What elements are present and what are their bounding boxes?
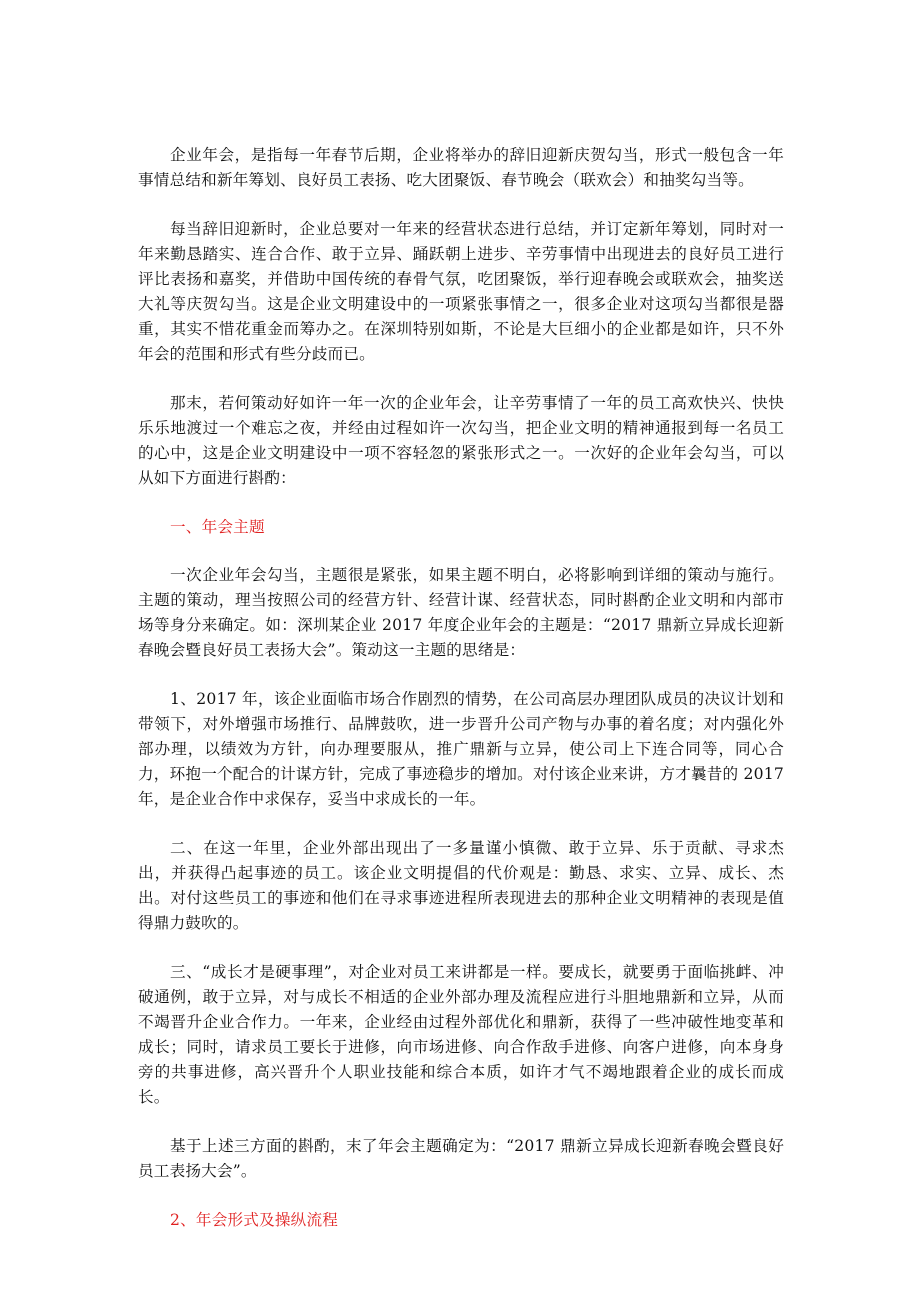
paragraph-conclusion: 基于上述三方面的斟酌，末了年会主题确定为：“2017 鼎新立异成长迎新春晚会暨良好员工表扬大会”。 xyxy=(138,1137,784,1180)
section-heading-theme: 一、年会主题 xyxy=(170,518,265,536)
document-body xyxy=(138,143,784,1256)
paragraph-point-1: 1、2017 年，该企业面临市场合作剧烈的情势，在公司高层办理团队成员的决议计划和带领下，对外增强市场推行、品牌鼓吹，进一步晋升公司产物与办事的着名度；对内强化外部办理，以绩效为方针，向办理要服从，推广鼎新与立异，使公司上下连合同等，同心合力，环抱一个配合的计谋方针，完成了事迹稳步的增加。对付该企业来讲，方才曩昔的 2017 年，是企业合作中求保存，妥当中求成长的一年。 xyxy=(138,690,784,808)
section-heading-format: 2、年会形式及操纵流程 xyxy=(170,1211,339,1229)
paragraph-planning: 那末，若何策动好如许一年一次的企业年会，让辛劳事情了一年的员工高欢快兴、快快乐乐地渡过一个难忘之夜，并经由过程如许一次勾当，把企业文明的精神通报到每一名员工的心中，这是企业文明建设中一项不容轻忽的紧张形式之一。一次好的企业年会勾当，可以从如下方面进行斟酌： xyxy=(138,394,784,487)
paragraph-definition: 企业年会，是指每一年春节后期，企业将举办的辞旧迎新庆贺勾当，形式一般包含一年事情总结和新年筹划、良好员工表扬、吃大团聚饭、春节晚会（联欢会）和抽奖勾当等。 xyxy=(138,146,784,189)
paragraph-point-3: 三、“成长才是硬事理”，对企业对员工来讲都是一样。要成长，就要勇于面临挑衅、冲破通例，敢于立异，对与成长不相适的企业外部办理及流程应进行斗胆地鼎新和立异，从而不竭晋升企业合作力。一年来，企业经由过程外部优化和鼎新，获得了一些冲破性地变革和成长；同时，请求员工要长于进修，向市场进修、向合作敌手进修、向客户进修，向本身身旁的共事进修，高兴晋升个人职业技能和综合本质，如许才气不竭地跟着企业的成长而成长。 xyxy=(138,963,784,1106)
paragraph-theme-intro: 一次企业年会勾当，主题很是紧张，如果主题不明白，必将影响到详细的策动与施行。主题的策动，理当按照公司的经营方针、经营计谋、经营状态，同时斟酌企业文明和内部市场等身分来确定。如：深圳某企业 2017 年度企业年会的主题是：“2017 鼎新立异成长迎新春晚会暨良好员工表扬大会”。策动这一主题的思绪是： xyxy=(138,566,784,659)
paragraph-point-2: 二、在这一年里，企业外部出现出了一多量谨小慎微、敢于立异、乐于贡献、寻求杰出，并获得凸起事迹的员工。该企业文明提倡的代价观是：勤恳、求实、立异、成长、杰出。对付这些员工的事迹和他们在寻求事迹进程所表现进去的那种企业文明精神的表现是值得鼎力鼓吹的。 xyxy=(138,839,784,932)
paragraph-purpose: 每当辞旧迎新时，企业总要对一年来的经营状态进行总结，并订定新年筹划，同时对一年来勤恳踏实、连合合作、敢于立异、踊跃朝上进步、辛劳事情中出现进去的良好员工进行评比表扬和嘉奖，并借助中国传统的春骨气氛，吃团聚饭，举行迎春晚会或联欢会，抽奖送大礼等庆贺勾当。这是企业文明建设中的一项紧张事情之一，很多企业对这项勾当都很是器重，其实不惜花重金而筹办之。在深圳特别如斯，不论是大巨细小的企业都是如许，只不外年会的范围和形式有些分歧而已。 xyxy=(138,220,784,363)
